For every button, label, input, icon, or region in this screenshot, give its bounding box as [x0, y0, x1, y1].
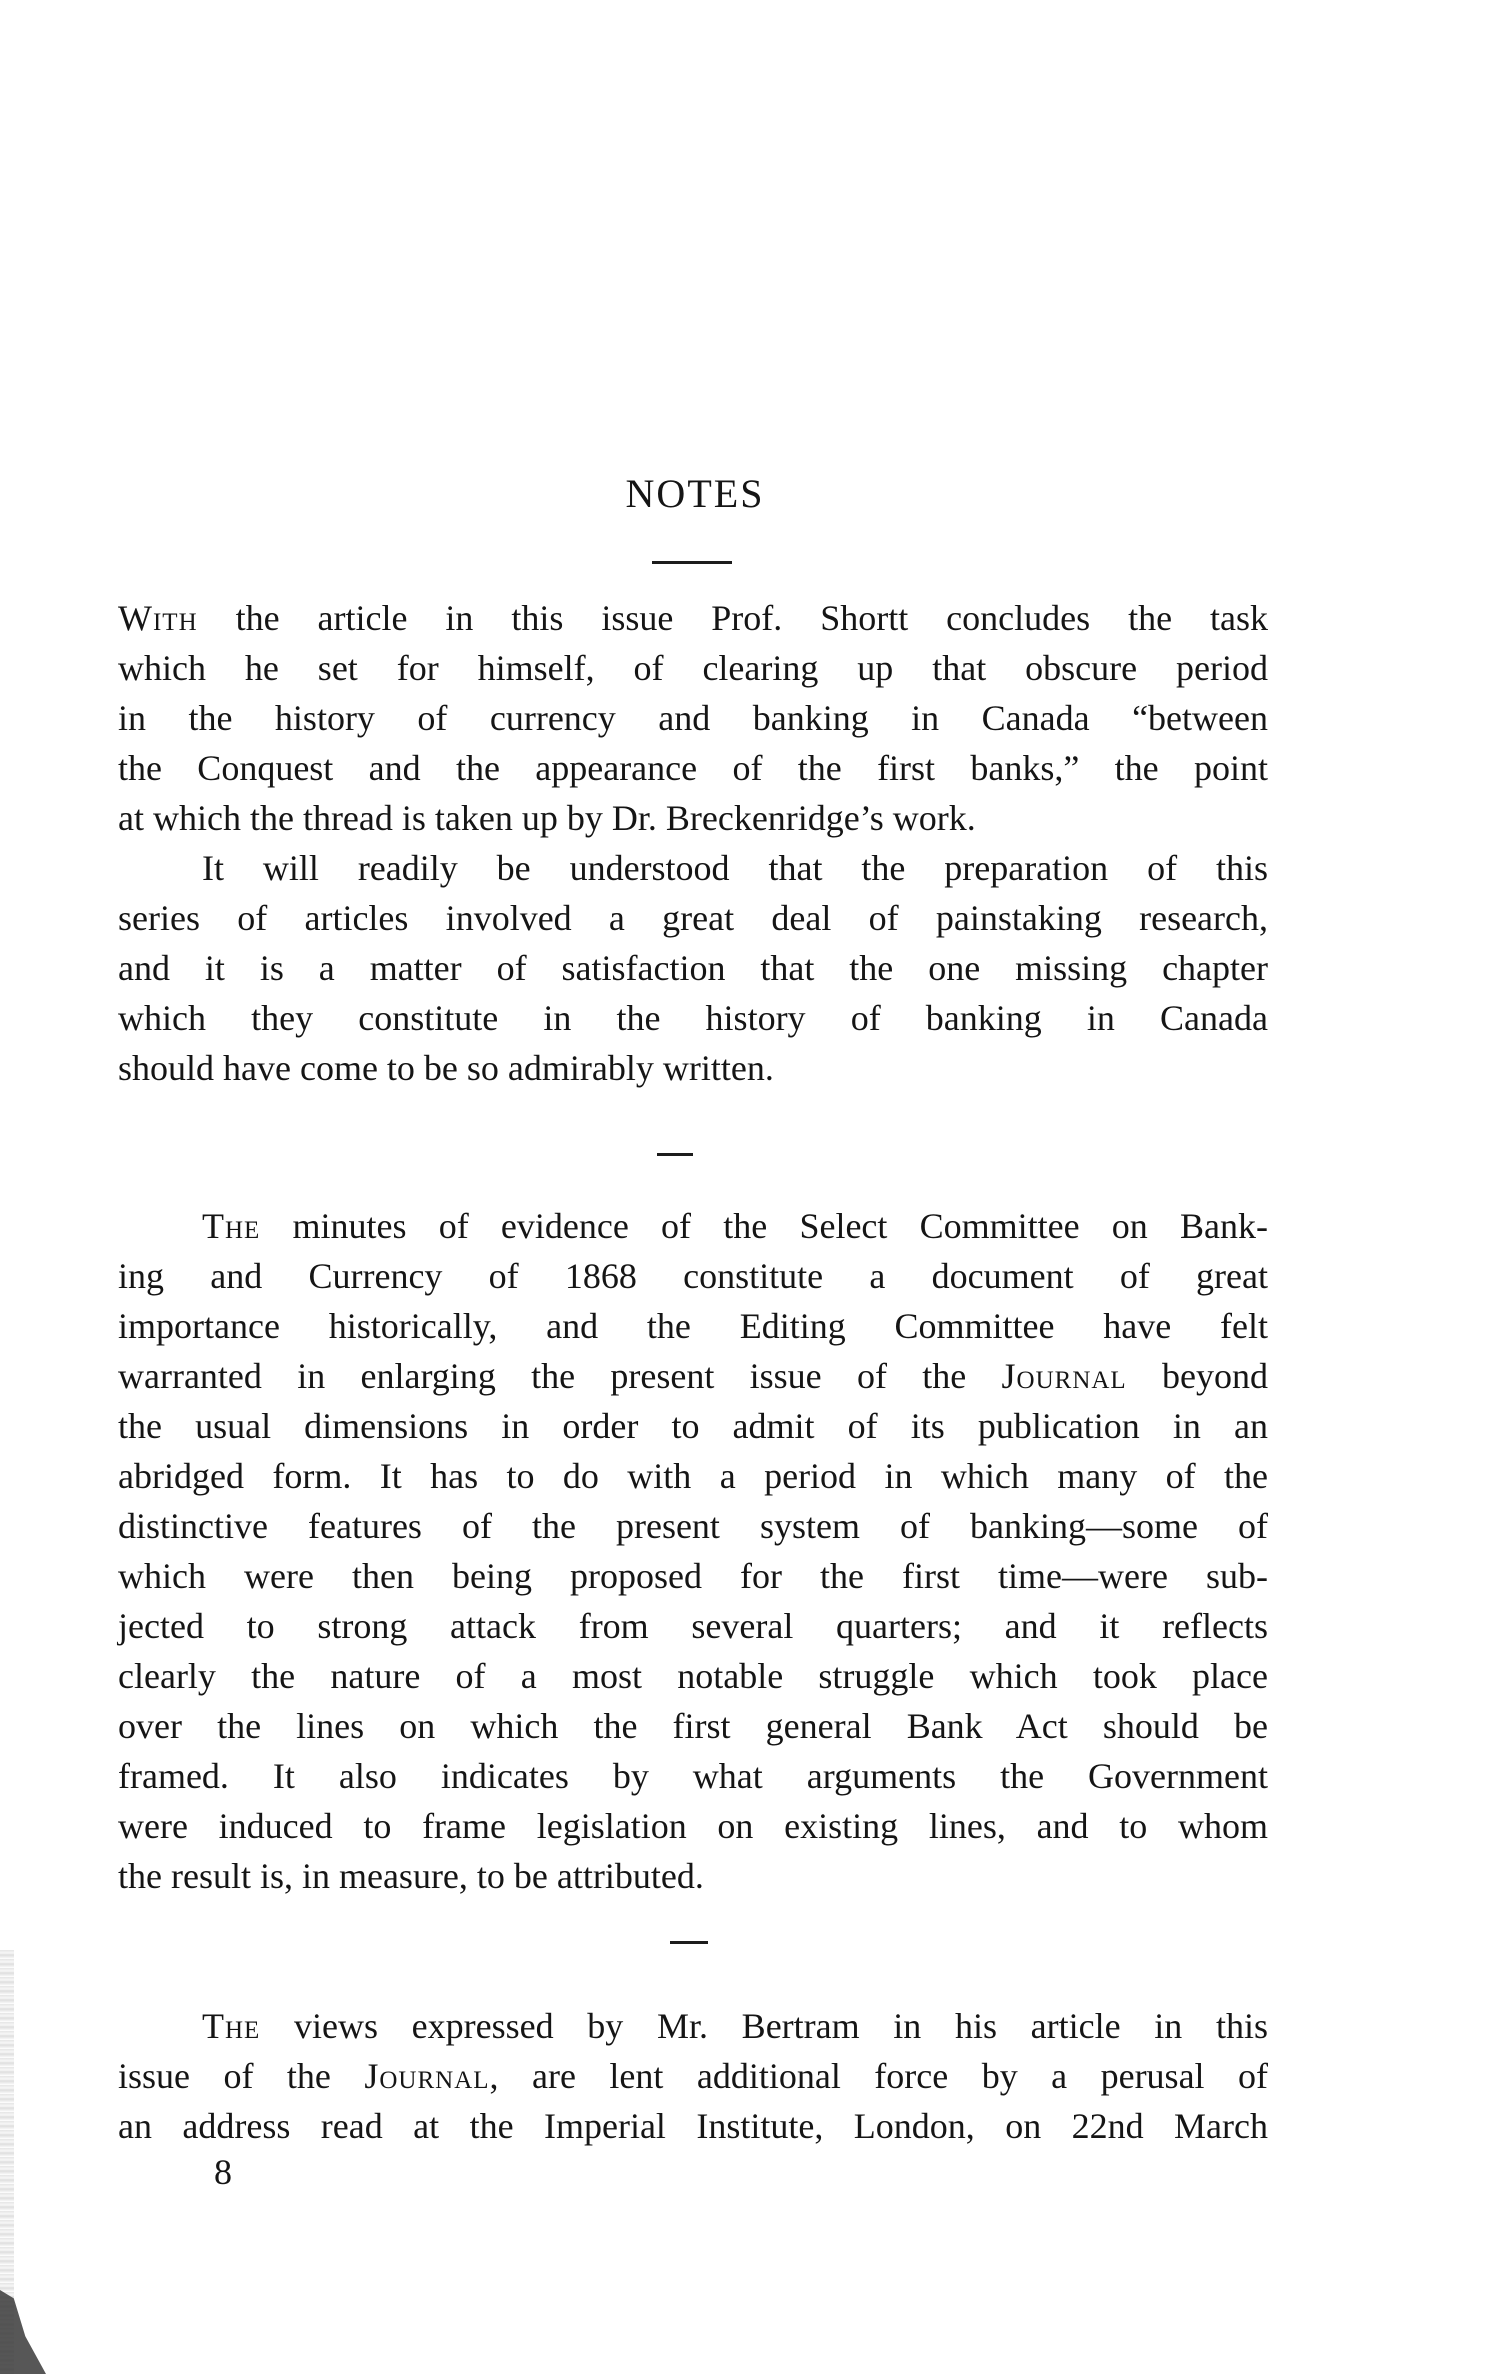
text-line: With the article in this issue Prof. Shortt concludes the task [118, 598, 1268, 638]
small-caps-lead: The [202, 1206, 261, 1246]
section-divider [670, 1941, 708, 1944]
section-divider [657, 1153, 693, 1156]
text-line: ing and Currency of 1868 constitute a document of great [118, 1256, 1268, 1296]
page-title: NOTES [625, 471, 765, 516]
text-line: The minutes of evidence of the Select Committee on Bank- [202, 1206, 1268, 1246]
small-caps-lead: With [118, 598, 198, 638]
text-line: series of articles involved a great deal of painstaking research, [118, 898, 1268, 938]
text-line: importance historically, and the Editing Committee have felt [118, 1306, 1268, 1346]
text-line: an address read at the Imperial Institute, London, on 22nd March [118, 2106, 1268, 2146]
note2-paragraph [118, 1201, 1268, 1901]
text-line: and it is a matter of satisfaction that the one missing chapter [118, 948, 1268, 988]
text-line: in the history of currency and banking in Canada “between [118, 698, 1268, 738]
text-line: clearly the nature of a most notable struggle which took place [118, 1656, 1268, 1696]
journal-small-caps: Journal [1001, 1356, 1127, 1396]
text-line: which they constitute in the history of banking in Canada [118, 998, 1268, 1038]
text-line: framed. It also indicates by what arguments the Government [118, 1756, 1268, 1796]
text-line: which he set for himself, of clearing up that obscure period [118, 648, 1268, 688]
small-caps-lead: The [202, 2006, 261, 2046]
text-line: the Conquest and the appearance of the first banks,” the point [118, 748, 1268, 788]
text-line: The views expressed by Mr. Bertram in his article in this [202, 2006, 1268, 2046]
title-rule [652, 561, 732, 564]
note3-paragraph [118, 2001, 1268, 2151]
journal-small-caps: Journal [364, 2056, 490, 2096]
text-line: warranted in enlarging the present issue of the Journal beyond [118, 1356, 1268, 1396]
text-line: the result is, in measure, to be attributed. [118, 1856, 704, 1896]
text-line: the usual dimensions in order to admit of its publication in an [118, 1406, 1268, 1446]
scan-corner-shadow [0, 2290, 46, 2374]
text-line: at which the thread is taken up by Dr. Breckenridge’s work. [118, 798, 976, 838]
text-line: It will readily be understood that the preparation of this [202, 848, 1268, 888]
text-line: jected to strong attack from several quarters; and it reflects [118, 1606, 1268, 1646]
text-line: should have come to be so admirably written. [118, 1048, 774, 1088]
page-number: 8 [214, 2152, 232, 2192]
text-line: were induced to frame legislation on existing lines, and to whom [118, 1806, 1268, 1846]
text-line: over the lines on which the first general Bank Act should be [118, 1706, 1268, 1746]
text-line: abridged form. It has to do with a period in which many of the [118, 1456, 1268, 1496]
text-line: which were then being proposed for the first time—were sub- [118, 1556, 1268, 1596]
text-line: issue of the Journal, are lent additional force by a perusal of [118, 2056, 1269, 2096]
note1-paragraph1 [118, 593, 1268, 843]
note1-paragraph2 [118, 843, 1268, 1093]
text-line: distinctive features of the present system of banking—some of [118, 1506, 1268, 1546]
